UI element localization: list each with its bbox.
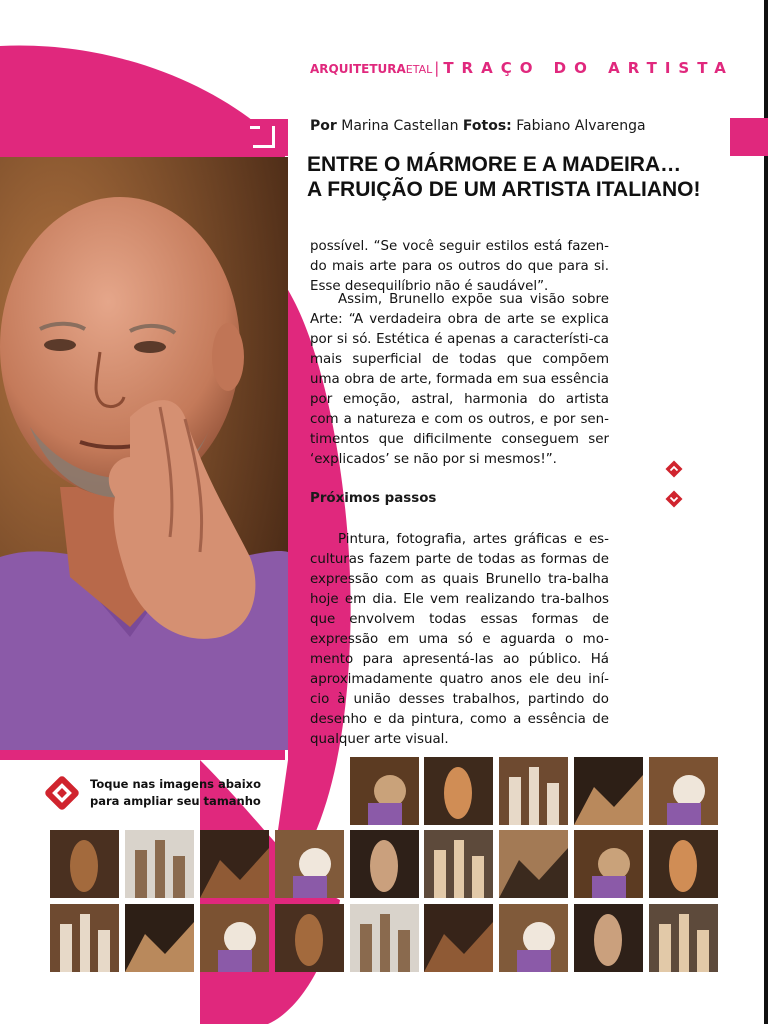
article-subheading: Próximos passos — [310, 491, 437, 506]
headline-line-1: ENTRE O MÁRMORE E A MADEIRA… — [307, 153, 682, 176]
gallery-thumbnail[interactable] — [125, 904, 194, 972]
scroll-up-icon[interactable] — [665, 460, 683, 478]
tap-diamond-icon — [42, 773, 82, 813]
gallery-instruction — [90, 776, 261, 810]
gallery-thumbnail[interactable] — [574, 757, 643, 825]
article-paragraph-2: Assim, Brunello expõe sua visão sobre Arte: “A verdadeira obra de arte se explica por si só. Estética é apenas a característi-ca mais superficial de todas que compõem uma obra de arte, formada em sua essência por emoção, astral, harmonia do artista com a natureza e com os outros, e por sen-timentos que dificilmente conseguem ser ‘explicados’ se não por si mesmos!”. — [310, 292, 609, 467]
gallery-thumbnail[interactable] — [499, 830, 568, 898]
gallery-thumbnail[interactable] — [649, 757, 718, 825]
gallery-thumbnail[interactable] — [424, 757, 493, 825]
gallery-thumbnail[interactable] — [424, 830, 493, 898]
pink-banner — [0, 119, 288, 156]
gallery-thumbnail[interactable] — [275, 904, 344, 972]
artist-portrait[interactable] — [0, 157, 288, 750]
gallery-thumbnail[interactable] — [499, 757, 568, 825]
pink-tab-marker — [730, 118, 768, 156]
gallery-thumbnail[interactable] — [424, 904, 493, 972]
byline-author: Marina Castellan — [341, 118, 459, 134]
gallery-thumbnail[interactable] — [50, 904, 119, 972]
gallery-thumbnail[interactable] — [649, 904, 718, 972]
gallery-thumbnail[interactable] — [649, 830, 718, 898]
gallery-thumbnail[interactable] — [350, 904, 419, 972]
header-separator: | — [434, 59, 440, 77]
gallery-thumbnail[interactable] — [350, 830, 419, 898]
gallery-thumbnail[interactable] — [50, 830, 119, 898]
article-paragraph-1: possível. “Se você seguir estilos está fazen-do mais arte para os outros do que para si. Esse desequilíbrio não é saudável”. — [310, 239, 609, 294]
byline-by-label: Por — [310, 118, 337, 134]
article-headline — [307, 152, 717, 202]
gallery-thumbnail[interactable] — [125, 830, 194, 898]
byline-photos-label: Fotos: — [462, 118, 512, 134]
byline-photographer: Fabiano Alvarenga — [516, 118, 646, 134]
byline — [310, 118, 646, 134]
section-title: TRAÇO DO ARTISTA — [443, 59, 734, 77]
article-paragraph-3: Pintura, fotografia, artes gráficas e es-culturas fazem parte de todas as formas de expressão com as quais Brunello tra-balha hoje em dia. Ele vem realizando tra-balhos que envolvem todas essas formas de expressão em uma só e aguarda o mo-mento para apresentá-las ao público. Há aproximadamente quatro anos ele deu iní-cio à união desses trabalhos, partindo do desenho e da pintura, como a essência de qualquer arte visual. — [310, 532, 609, 747]
gallery-instruction-line-1: Toque nas imagens abaixo — [90, 777, 262, 791]
gallery-instruction-line-2: para ampliar seu tamanho — [90, 794, 261, 808]
gallery-thumbnail[interactable] — [275, 830, 344, 898]
gallery-thumbnail[interactable] — [200, 904, 269, 972]
gallery-thumbnail[interactable] — [200, 830, 269, 898]
corner-bracket-icon — [253, 126, 275, 148]
gallery-thumbnail[interactable] — [574, 904, 643, 972]
headline-line-2: A FRUIÇÃO DE UM ARTISTA ITALIANO! — [307, 178, 701, 201]
gallery-thumbnail[interactable] — [499, 904, 568, 972]
brand-name: ARQUITETURA — [310, 62, 406, 76]
gallery-thumbnail[interactable] — [574, 830, 643, 898]
brand-suffix: ETAL — [405, 63, 433, 76]
scroll-down-icon[interactable] — [665, 490, 683, 508]
section-header — [310, 58, 734, 77]
gallery-thumbnail[interactable] — [350, 757, 419, 825]
